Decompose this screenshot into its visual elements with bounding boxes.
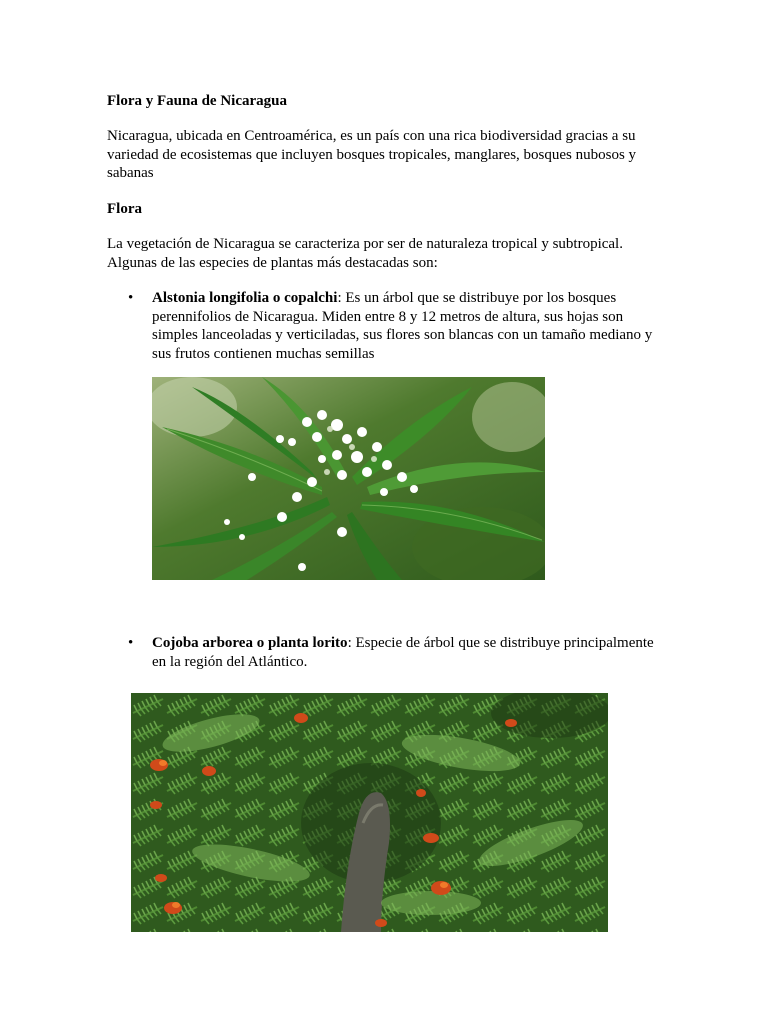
- bullet-icon: •: [128, 290, 134, 306]
- species-name: Alstonia longifolia o copalchi: [152, 290, 338, 306]
- species-text: [152, 289, 668, 363]
- flora-intro-paragraph: La vegetación de Nicaragua se caracteriza por ser de naturaleza tropical y subtropical. Algunas de las especies de plantas más destacadas son:: [107, 236, 623, 271]
- cojoba-photo: [131, 693, 608, 932]
- species-name: Cojoba arborea o planta lorito: [152, 635, 348, 651]
- intro-paragraph: Nicaragua, ubicada en Centroamérica, es un país con una rica biodiversidad gracias a su variedad de ecosistemas que incluyen bosques tropicales, manglares, bosques nubosos y sabanas: [107, 128, 637, 181]
- species-text: [152, 634, 668, 671]
- species-description: : Especie de árbol que se distribuye principalmente en la región del Atlántico.: [152, 635, 654, 670]
- alstonia-photo: [152, 377, 545, 580]
- document-title: Flora y Fauna de Nicaragua: [107, 93, 287, 109]
- flora-heading: Flora: [107, 201, 142, 217]
- bullet-icon: •: [128, 635, 134, 651]
- species-description: : Es un árbol que se distribuye por los bosques perennifolios de Nicaragua. Miden entre 8 y 12 metros de altura, sus hojas son simples lanceoladas y verticiladas, sus flores son blancas con un tamaño mediano y sus frutos contienen muchas semillas: [152, 290, 653, 362]
